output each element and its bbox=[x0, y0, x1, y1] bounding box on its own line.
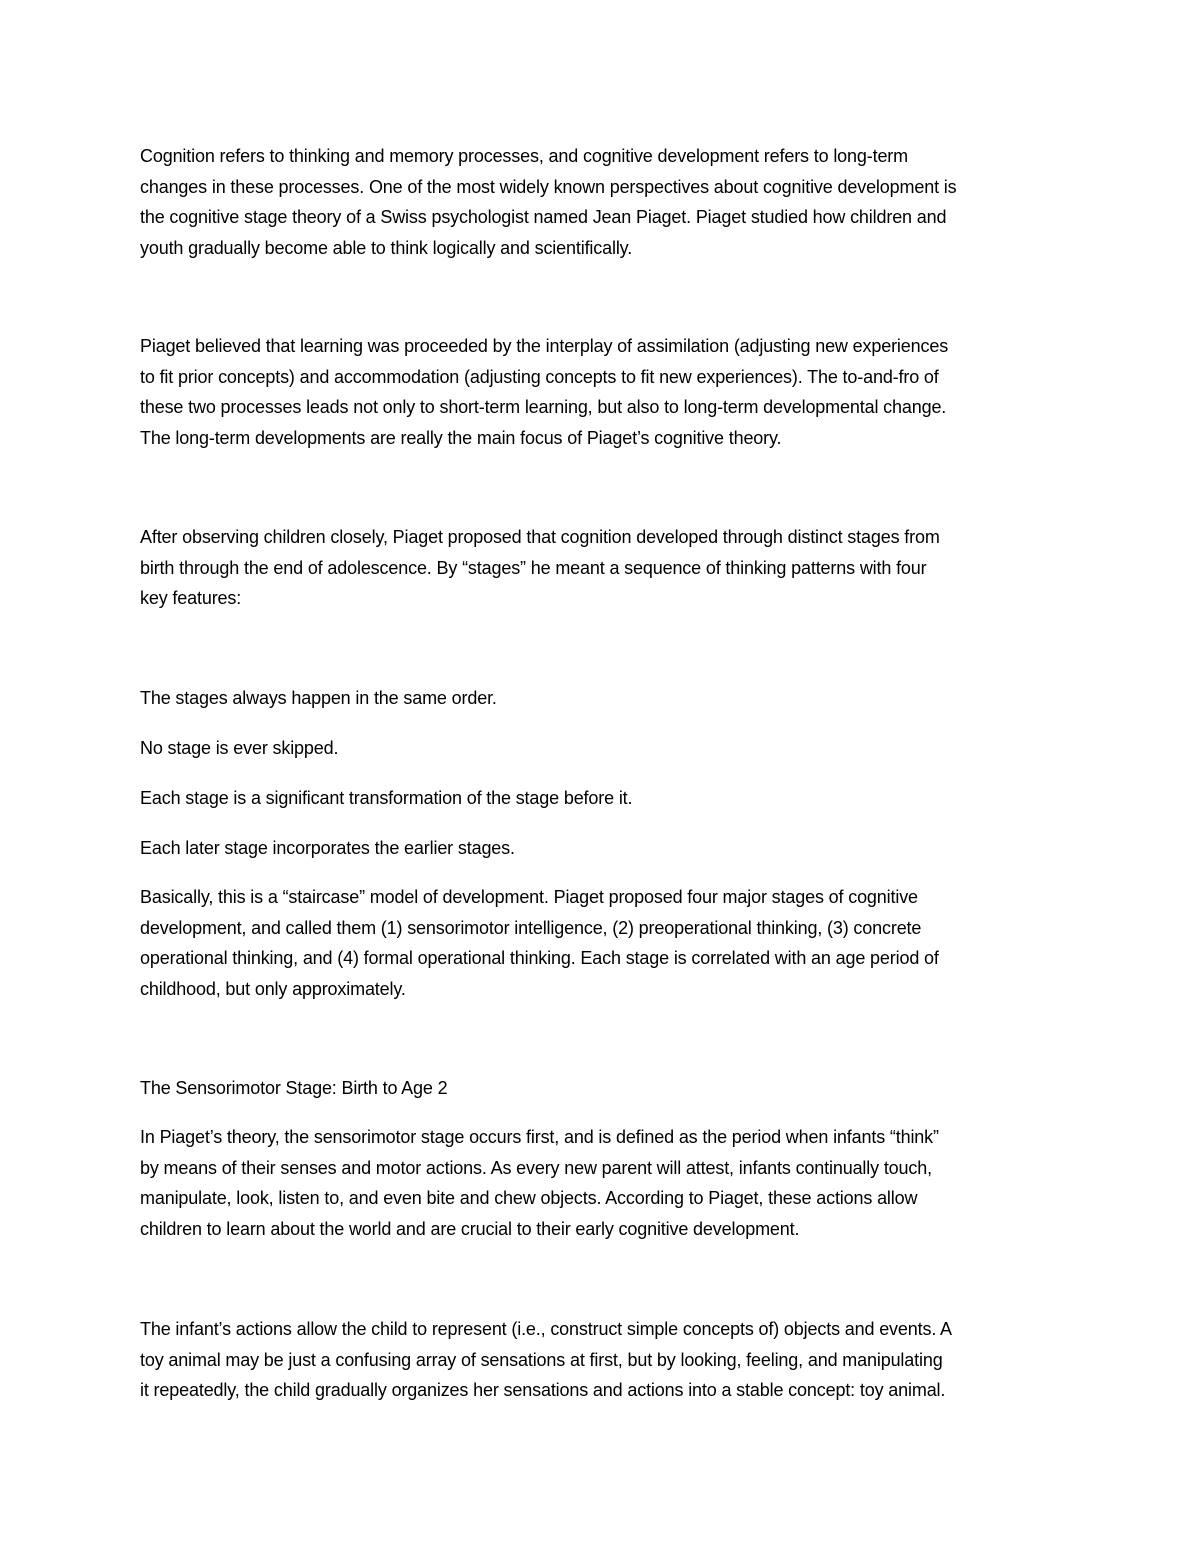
text-line: development, and called them (1) sensorimotor intelligence, (2) preoperational thinking, (3) concrete bbox=[140, 917, 922, 938]
text-line: toy animal may be just a confusing array of sensations at first, but by looking, feeling, and manipulating bbox=[140, 1349, 943, 1370]
text-line: manipulate, look, listen to, and even bite and chew objects. According to Piaget, these actions allow bbox=[140, 1188, 918, 1208]
text-line: The long-term developments are really the main focus of Piaget’s cognitive theory. bbox=[140, 427, 782, 448]
text-line: operational thinking, and (4) formal operational thinking. Each stage is correlated with an age period of bbox=[140, 948, 939, 968]
paragraph-infant-actions bbox=[140, 1314, 1070, 1406]
text-line: After observing children closely, Piaget proposed that cognition developed through distinct stages from bbox=[140, 527, 940, 547]
text-line: Piaget believed that learning was proceeded by the interplay of assimilation (adjusting new experiences bbox=[140, 336, 949, 356]
text-line: children to learn about the world and are crucial to their early cognitive development. bbox=[140, 1218, 800, 1239]
paragraph-staircase-model bbox=[140, 882, 1070, 1004]
text-line: childhood, but only approximately. bbox=[140, 978, 406, 999]
feature-incorporation: Each later stage incorporates the earlier stages. bbox=[140, 838, 515, 858]
feature-same-order: The stages always happen in the same order. bbox=[140, 688, 497, 708]
text-line: to fit prior concepts) and accommodation (adjusting concepts to fit new experiences). The to-and-fro of bbox=[140, 366, 939, 387]
feature-transformation: Each stage is a significant transformation of the stage before it. bbox=[140, 788, 633, 808]
section-heading-sensorimotor: The Sensorimotor Stage: Birth to Age 2 bbox=[140, 1078, 448, 1098]
paragraph-cognition-intro bbox=[140, 141, 1070, 263]
text-line: Cognition refers to thinking and memory processes, and cognitive development refers to long-term bbox=[140, 146, 908, 166]
text-line: it repeatedly, the child gradually organizes her sensations and actions into a stable concept: toy animal. bbox=[140, 1380, 946, 1400]
text-line: The infant’s actions allow the child to represent (i.e., construct simple concepts of) objects and events. A bbox=[140, 1319, 952, 1339]
text-line: youth gradually become able to think logically and scientifically. bbox=[140, 237, 633, 258]
text-line: key features: bbox=[140, 588, 242, 608]
paragraph-sensorimotor-definition bbox=[140, 1122, 1070, 1244]
text-line: by means of their senses and motor actions. As every new parent will attest, infants continually touch, bbox=[140, 1157, 932, 1178]
text-line: Basically, this is a “staircase” model of development. Piaget proposed four major stages of cognitive bbox=[140, 887, 918, 907]
paragraph-stages-overview bbox=[140, 522, 1070, 614]
feature-no-skipping: No stage is ever skipped. bbox=[140, 738, 339, 758]
text-line: birth through the end of adolescence. By “stages” he meant a sequence of thinking patterns with four bbox=[140, 557, 927, 578]
text-line: the cognitive stage theory of a Swiss psychologist named Jean Piaget. Piaget studied how children and bbox=[140, 207, 947, 227]
paragraph-assimilation-accommodation bbox=[140, 331, 1070, 453]
text-line: changes in these processes. One of the most widely known perspectives about cognitive development is bbox=[140, 176, 957, 197]
text-line: In Piaget’s theory, the sensorimotor stage occurs first, and is defined as the period when infants “think” bbox=[140, 1127, 939, 1147]
text-line: these two processes leads not only to short-term learning, but also to long-term developmental change. bbox=[140, 397, 947, 417]
